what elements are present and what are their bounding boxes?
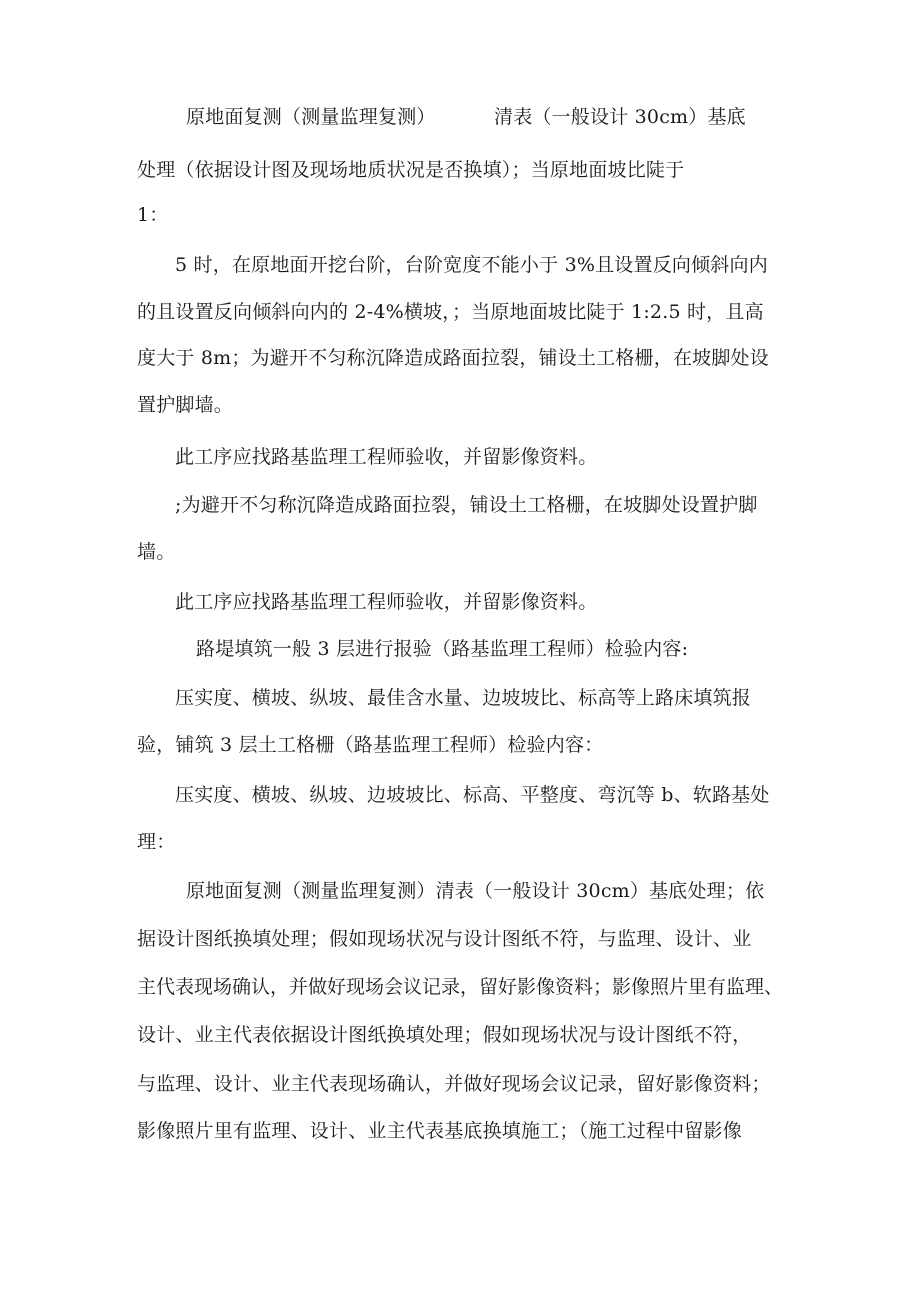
text-line-2: 处理（依据设计图及现场地质状况是否换填）；当原地面坡比陡于 [137, 159, 685, 181]
text-line-6: 度大于 8m；为避开不匀称沉降造成路面拉裂，铺设土工格栅，在坡脚处设 [137, 347, 769, 369]
text-line-12: 路堤填筑一般 3 层进行报验（路基监理工程师）检验内容: [196, 638, 689, 660]
text-line-4: 5 时，在原地面开挖台阶，台阶宽度不能小于 3%且设置反向倾斜向内 [175, 254, 768, 276]
text-line-10: 墙。 [137, 541, 176, 563]
text-line-19: 主代表现场确认，并做好现场会议记录，留好影像资料；影像照片里有监理、 [137, 976, 784, 998]
text-line-7: 置护脚墙。 [137, 394, 234, 416]
text-line-8: 此工序应找路基监理工程师验收，并留影像资料。 [175, 446, 598, 468]
text-line-3: 1： [137, 204, 169, 226]
text-line-1a: 原地面复测（测量监理复测） [186, 106, 436, 128]
text-line-9: ;为避开不匀称沉降造成路面拉裂，铺设土工格栅，在坡脚处设置护脚 [175, 494, 758, 516]
text-line-16: 理： [137, 831, 176, 853]
text-line-17: 原地面复测（测量监理复测）清表（一般设计 30cm）基底处理；依 [186, 880, 765, 902]
text-line-11: 此工序应找路基监理工程师验收，并留影像资料。 [175, 591, 598, 613]
text-line-5: 的且设置反向倾斜向内的 2-4%横坡，；当原地面坡比陡于 1:2.5 时，且高 [137, 301, 764, 323]
text-line-20: 设计、业主代表依据设计图纸换填处理；假如现场状况与设计图纸不符， [137, 1024, 752, 1046]
text-line-15: 压实度、横坡、纵坡、边坡坡比、标高、平整度、弯沉等 b、软路基处 [175, 784, 770, 806]
text-line-14: 验，铺筑 3 层土工格栅（路基监理工程师）检验内容： [137, 734, 604, 756]
text-line-13: 压实度、横坡、纵坡、最佳含水量、边坡坡比、标高等上路床填筑报 [175, 687, 752, 709]
text-line-1b: 清表（一般设计 30cm）基底 [494, 106, 746, 128]
text-line-18: 据设计图纸换填处理；假如现场状况与设计图纸不符，与监理、设计、业 [137, 928, 752, 950]
text-line-22: 影像照片里有监理、设计、业主代表基底换填施工；（施工过程中留影像 [137, 1120, 742, 1142]
text-line-21: 与监理、设计、业主代表现场确认，并做好现场会议记录，留好影像资料； [137, 1073, 771, 1095]
